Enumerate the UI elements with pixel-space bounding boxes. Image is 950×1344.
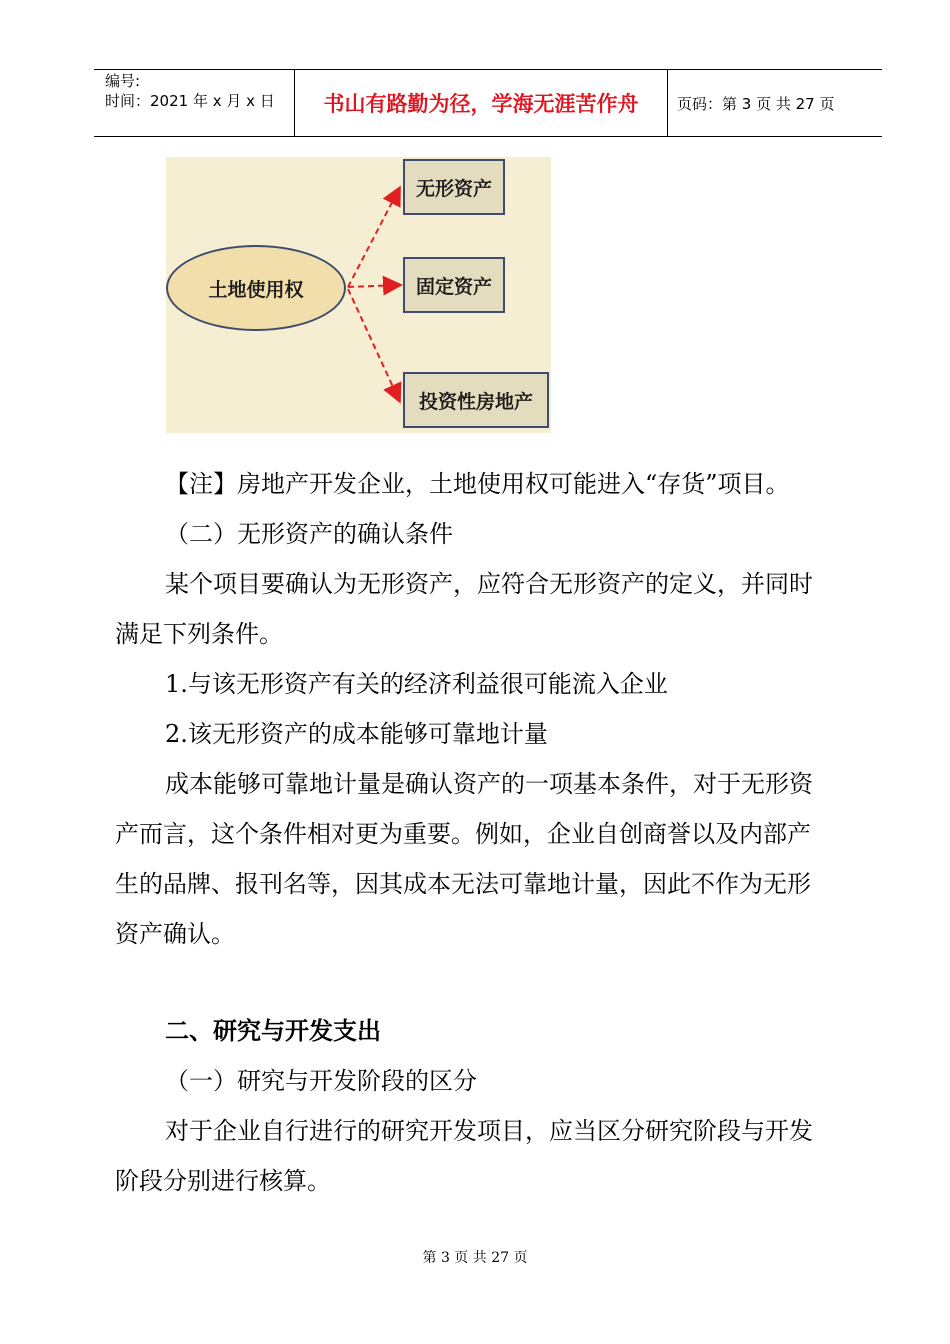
list-item: 1.与该无形资产有关的经济利益很可能流入企业 (165, 670, 668, 698)
diagram-target-fixed: 固定资产 (403, 257, 505, 313)
paragraph-line: 成本能够可靠地计量是确认资产的一项基本条件，对于无形资 (165, 770, 813, 798)
land-use-right-diagram (166, 157, 551, 433)
diagram-target-intangible: 无形资产 (403, 159, 505, 215)
header-page-info: 页码：第 3 页 共 27 页 (677, 95, 835, 113)
page-footer: 第 3 页 共 27 页 (422, 1250, 528, 1266)
paragraph-line: 对于企业自行进行的研究开发项目，应当区分研究阶段与开发 (165, 1117, 813, 1145)
header-bottom-rule (94, 136, 882, 137)
paragraph-line: 阶段分别进行核算。 (115, 1167, 331, 1195)
list-item: 2.该无形资产的成本能够可靠地计量 (165, 720, 548, 748)
diagram-target-investment: 投资性房地产 (403, 372, 549, 428)
header-motto: 书山有路勤为径，学海无涯苦作舟 (323, 91, 639, 116)
header-divider (667, 69, 668, 136)
doc-number-label: 编号: (105, 72, 141, 90)
body-text (115, 459, 860, 959)
sub-heading-distinction: （一）研究与开发阶段的区分 (165, 1067, 477, 1095)
body-text-section2 (115, 1006, 860, 1206)
paragraph-line: 产而言，这个条件相对更为重要。例如，企业自创商誉以及内部产 (115, 820, 811, 848)
paragraph-line: 资产确认。 (115, 920, 235, 948)
section-heading: 二、研究与开发支出 (165, 1017, 381, 1045)
paragraph-line: 某个项目要确认为无形资产，应符合无形资产的定义，并同时 (165, 570, 813, 598)
paragraph-line: 生的品牌、报刊名等，因其成本无法可靠地计量，因此不作为无形 (115, 870, 811, 898)
doc-time-label: 时间：2021 年 x 月 x 日 (105, 92, 275, 110)
sub-heading-recognition: （二）无形资产的确认条件 (165, 520, 453, 548)
diagram-source-node: 土地使用权 (166, 245, 346, 331)
arrow-to-investment (348, 289, 399, 400)
note-paragraph: 【注】房地产开发企业，土地使用权可能进入“存货”项目。 (165, 470, 790, 498)
arrow-to-intangible (348, 189, 399, 287)
arrow-to-fixed (348, 285, 399, 287)
paragraph-line: 满足下列条件。 (115, 620, 283, 648)
